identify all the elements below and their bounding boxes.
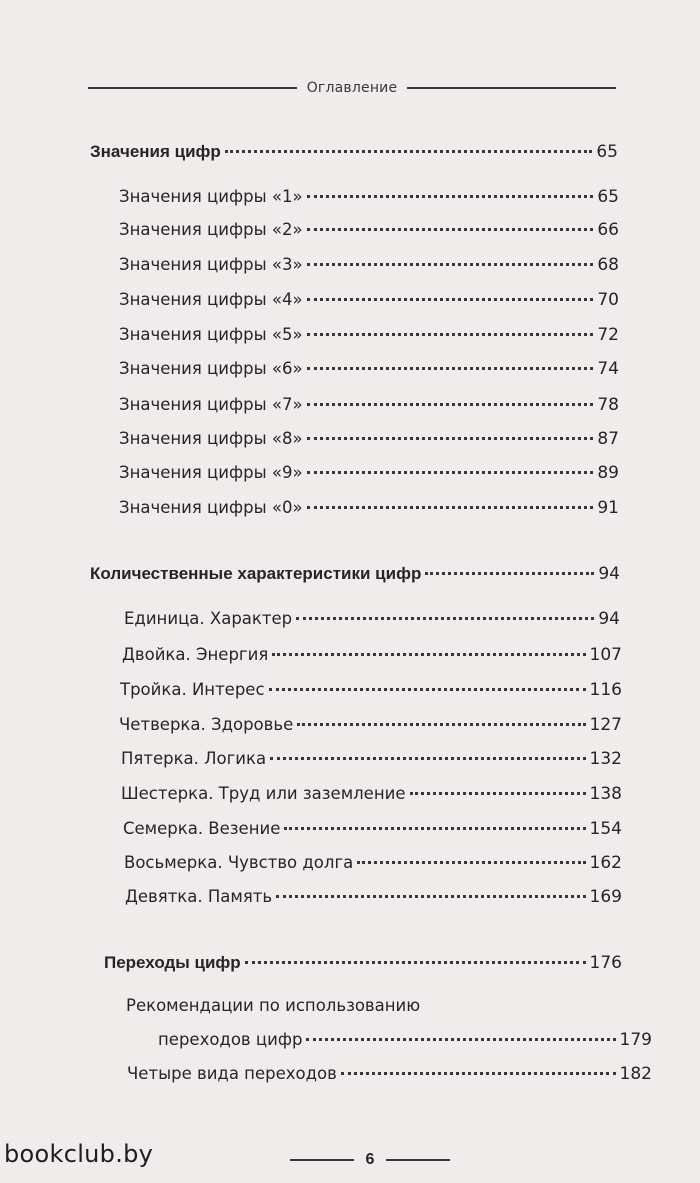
toc-entry-title: Восьмерка. Чувство долга <box>124 853 354 872</box>
toc-section[interactable] <box>104 952 622 974</box>
dot-leader <box>284 827 585 830</box>
toc-entry[interactable] <box>119 358 619 380</box>
dot-leader <box>307 228 594 231</box>
toc-entry[interactable] <box>121 748 622 770</box>
toc-entry[interactable] <box>119 289 619 311</box>
toc-entry-title: Двойка. Энергия <box>122 645 269 664</box>
toc-page-number: 94 <box>598 564 620 584</box>
toc-entry-title: Единица. Характер <box>124 609 293 628</box>
dot-leader <box>272 653 585 656</box>
toc-page-number: 74 <box>597 359 619 379</box>
toc-page-number: 91 <box>597 498 619 518</box>
toc-entry[interactable] <box>119 394 619 416</box>
page-number: 6 <box>365 1151 375 1168</box>
dot-leader <box>425 572 594 575</box>
dot-leader <box>307 195 594 198</box>
toc-entry-continued[interactable] <box>158 1029 652 1051</box>
page-footer <box>290 1148 450 1172</box>
toc-entry-title: Рекомендации по использованию <box>126 996 421 1015</box>
toc-section-title: Количественные характеристики цифр <box>90 564 422 583</box>
toc-page-number: 116 <box>589 680 622 700</box>
toc-entry-title: Шестерка. Труд или заземление <box>121 784 406 803</box>
dot-leader <box>307 333 594 336</box>
toc-entry[interactable] <box>122 644 622 666</box>
dot-leader <box>357 861 585 864</box>
toc-entry-title: Значения цифры «9» <box>119 463 303 482</box>
toc-page-number: 176 <box>589 953 622 973</box>
dot-leader <box>307 263 594 266</box>
dot-leader <box>307 298 594 301</box>
dot-leader <box>270 757 585 760</box>
toc-page-number: 65 <box>597 187 619 207</box>
dot-leader <box>225 150 593 153</box>
toc-entry-title: Значения цифры «2» <box>119 220 303 239</box>
toc-entry-title: Значения цифры «1» <box>119 187 303 206</box>
footer-rule-right <box>386 1159 450 1161</box>
dot-leader <box>245 961 586 964</box>
toc-page-number: 127 <box>589 715 622 735</box>
toc-section-title: Значения цифр <box>90 142 221 161</box>
toc-section[interactable] <box>90 141 618 163</box>
toc-entry[interactable] <box>127 1063 652 1085</box>
toc-entry-title: Значения цифры «6» <box>119 359 303 378</box>
toc-page-number: 78 <box>597 395 619 415</box>
toc-entry-title: Значения цифры «3» <box>119 255 303 274</box>
footer-rule-left <box>290 1159 354 1161</box>
toc-entry-title: Значения цифры «7» <box>119 395 303 414</box>
dot-leader <box>276 895 585 898</box>
dot-leader <box>410 792 586 795</box>
dot-leader <box>269 688 586 691</box>
toc-entry-title: Значения цифры «0» <box>119 498 303 517</box>
dot-leader <box>307 403 594 406</box>
dot-leader <box>307 437 594 440</box>
toc-entry-title: Тройка. Интерес <box>120 680 265 699</box>
toc-entry[interactable] <box>123 818 622 840</box>
toc-entry-title: Четверка. Здоровье <box>119 715 294 734</box>
toc-entry-title: Значения цифры «8» <box>119 429 303 448</box>
header-rule-left <box>88 87 297 89</box>
toc-page-number: 68 <box>597 255 619 275</box>
toc-page-number: 65 <box>596 142 618 162</box>
toc-page-number: 162 <box>589 853 622 873</box>
toc-page-number: 138 <box>589 784 622 804</box>
toc-entry[interactable] <box>120 679 622 701</box>
toc-section[interactable] <box>90 563 620 585</box>
toc-entry-title: Девятка. Память <box>125 887 273 906</box>
toc-page-number: 179 <box>619 1030 652 1050</box>
watermark: bookclub.by <box>4 1140 154 1168</box>
toc-page-number: 70 <box>597 290 619 310</box>
toc-page-number: 66 <box>597 220 619 240</box>
toc-page-number: 72 <box>597 325 619 345</box>
toc-entry[interactable] <box>119 428 619 450</box>
toc-page-number: 89 <box>597 463 619 483</box>
toc-entry-title: Пятерка. Логика <box>121 749 267 768</box>
dot-leader <box>307 471 594 474</box>
toc-entry[interactable] <box>119 219 619 241</box>
toc-page-number: 94 <box>598 609 620 629</box>
toc-page-number: 182 <box>619 1064 652 1084</box>
toc-section-title: Переходы цифр <box>104 953 241 972</box>
toc-entry[interactable] <box>124 852 622 874</box>
toc-entry[interactable] <box>121 783 622 805</box>
toc-entry[interactable] <box>119 714 622 736</box>
toc-page-number: 107 <box>589 645 622 665</box>
toc-entry-title: Четыре вида переходов <box>127 1064 337 1083</box>
dot-leader <box>307 367 594 370</box>
running-header <box>88 78 616 98</box>
dot-leader <box>297 723 585 726</box>
toc-page-number: 87 <box>597 429 619 449</box>
toc-entry[interactable] <box>119 497 619 519</box>
dot-leader <box>306 1038 615 1041</box>
toc-entry[interactable] <box>119 254 619 276</box>
toc-entry[interactable] <box>124 608 620 630</box>
toc-entry[interactable] <box>119 324 619 346</box>
toc-page-number: 132 <box>589 749 622 769</box>
dot-leader <box>307 506 594 509</box>
toc-entry-title-continued: переходов цифр <box>158 1030 303 1049</box>
toc-entry-title: Значения цифры «5» <box>119 325 303 344</box>
dot-leader <box>341 1072 616 1075</box>
dot-leader <box>296 617 594 620</box>
header-rule-right <box>407 87 616 89</box>
toc-page-number: 169 <box>589 887 622 907</box>
toc-entry-title: Семерка. Везение <box>123 819 281 838</box>
toc-page-number: 154 <box>589 819 622 839</box>
toc-entry[interactable] <box>119 186 619 208</box>
header-title: Оглавление <box>306 80 398 96</box>
toc-entry[interactable] <box>119 462 619 484</box>
toc-entry-title: Значения цифры «4» <box>119 290 303 309</box>
toc-entry[interactable] <box>125 886 622 908</box>
toc-entry[interactable] <box>126 995 526 1017</box>
